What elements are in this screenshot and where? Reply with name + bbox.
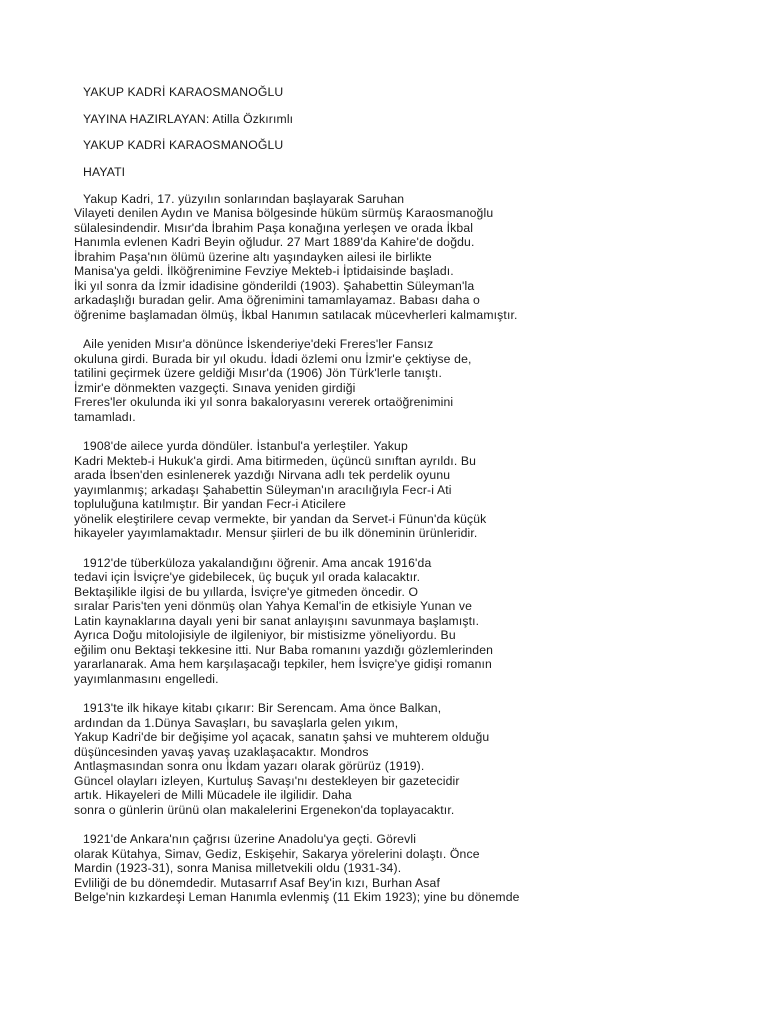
- author-heading: YAKUP KADRİ KARAOSMANOĞLU: [83, 138, 284, 153]
- text-line: Bektaşilikle ilgisi de bu yıllarda, İsviçre'ye gitmeden öncedir. O: [74, 584, 419, 599]
- text-line: İbrahim Paşa'nın ölümü üzerine altı yaşındayken ailesi ile birlikte: [74, 249, 432, 264]
- text-line: Evliliği de bu dönemdedir. Mutasarrıf Asaf Bey'in kızı, Burhan Asaf: [74, 875, 440, 890]
- text-line: yayımlanmış; arkadaşı Şahabettin Süleyman'ın aracılığıyla Fecr-i Ati: [74, 482, 452, 497]
- text-line: Yakup Kadri, 17. yüzyılın sonlarından başlayarak Saruhan: [83, 191, 405, 206]
- text-line: Vilayeti denilen Aydın ve Manisa bölgesinde hüküm sürmüş Karaosmanoğlu: [74, 206, 494, 221]
- text-line: tedavi için İsviçre'ye gidebilecek, üç buçuk yıl orada kalacaktır.: [74, 570, 421, 585]
- text-line: Kadri Mekteb-i Hukuk'a girdi. Ama bitirmeden, üçüncü sınıftan ayrıldı. Bu: [74, 453, 477, 468]
- text-line: yayımlanmasını engelledi.: [74, 671, 219, 686]
- text-line: arkadaşlığı buradan gelir. Ama öğrenimini tamamlayamaz. Babası daha o: [74, 293, 480, 308]
- text-line: Freres'ler okulunda iki yıl sonra bakaloryasını vererek ortaöğrenimini: [74, 395, 454, 410]
- text-line: Hanımla evlenen Kadri Beyin oğludur. 27 Mart 1889'da Kahire'de doğdu.: [74, 235, 475, 250]
- text-line: Ayrıca Doğu mitolojisiyle de ilgileniyor, bir mistisizme yöneliyordu. Bu: [74, 628, 456, 643]
- text-line: İzmir'e dönmekten vazgeçti. Sınava yeniden girdiği: [74, 380, 356, 395]
- editor-credit: YAYINA HAZIRLAYAN: Atilla Özkırımlı: [83, 111, 294, 126]
- text-line: Güncel olayları izleyen, Kurtuluş Savaşı'nı destekleyen bir gazetecidir: [74, 773, 460, 788]
- text-line: tatilini geçirmek üzere geldiği Mısır'da (1906) Jön Türk'lerle tanıştı.: [74, 366, 442, 381]
- document-body: [74, 85, 734, 920]
- text-line: öğrenime başlamadan ölmüş, İkbal Hanımın satılacak mücevherleri kalmamıştır.: [74, 307, 518, 322]
- text-line: arada İbsen'den esinlenerek yazdığı Nirvana adlı tek perdelik oyunu: [74, 468, 451, 483]
- text-line: yararlanarak. Ama hem karşılaşacağı tepkiler, hem İsviçre'ye gidişi romanın: [74, 657, 492, 672]
- paragraph: [74, 439, 734, 541]
- text-line: sülalesindendir. Mısır'da İbrahim Paşa konağına yerleşen ve orada İkbal: [74, 220, 474, 235]
- text-line: sıralar Paris'ten yeni dönmüş olan Yahya Kemal'in de etkisiyle Yunan ve: [74, 599, 473, 614]
- document-title: YAKUP KADRİ KARAOSMANOĞLU: [83, 85, 284, 99]
- text-line: 1913'te ilk hikaye kitabı çıkarır: Bir Serencam. Ama önce Balkan,: [83, 701, 442, 716]
- text-line: 1912'de tüberküloza yakalandığını öğrenir. Ama ancak 1916'da: [83, 555, 432, 570]
- paragraph: [74, 337, 734, 424]
- text-line: topluluğuna katılmıştır. Bir yandan Fecr-i Aticilere: [74, 497, 346, 512]
- text-line: okuluna girdi. Burada bir yıl okudu. İdadi özlemi onu İzmir'e çektiyse de,: [74, 351, 472, 366]
- text-line: eğilim onu Bektaşi tekkesine itti. Nur Baba romanını yazdığı gözlemlerinden: [74, 642, 494, 657]
- text-line: Antlaşmasından sonra onu İkdam yazarı olarak görürüz (1919).: [74, 759, 425, 774]
- text-line: düşüncesinden yavaş yavaş uzaklaşacaktır. Mondros: [74, 744, 369, 759]
- text-line: Manisa'ya geldi. İlköğrenimine Fevziye Mekteb-i İptidaisinde başladı.: [74, 264, 454, 279]
- text-line: ardından da 1.Dünya Savaşları, bu savaşlarla gelen yıkım,: [74, 715, 399, 730]
- text-line: 1908'de ailece yurda döndüler. İstanbul'a yerleştiler. Yakup: [83, 439, 408, 454]
- section-heading-hayati: HAYATI: [83, 165, 126, 180]
- text-line: yönelik eleştirilere cevap vermekte, bir yandan da Servet-i Fünun'da küçük: [74, 511, 487, 526]
- text-line: tamamladı.: [74, 409, 136, 424]
- paragraph: [74, 556, 734, 687]
- text-line: Yakup Kadri'de bir değişime yol açacak, sanatın şahsi ve muhterem olduğu: [74, 730, 490, 745]
- text-line: Mardin (1923-31), sonra Manisa milletvekili oldu (1931-34).: [74, 861, 402, 876]
- text-line: hikayeler yayımlamaktadır. Mensur şiirleri de bu ilk döneminin ürünleridir.: [74, 526, 478, 541]
- text-line: Aile yeniden Mısır'a dönünce İskenderiye'deki Freres'ler Fansız: [83, 337, 434, 352]
- paragraph: [74, 701, 734, 817]
- text-line: sonra o günlerin ürünü olan makalelerini Ergenekon'da toplayacaktır.: [74, 802, 455, 817]
- text-line: artık. Hikayeleri de Milli Mücadele ile ilgilidir. Daha: [74, 788, 352, 803]
- text-line: Belge'nin kızkardeşi Leman Hanımla evlenmiş (11 Ekim 1923); yine bu dönemde: [74, 890, 520, 905]
- text-line: olarak Kütahya, Simav, Gediz, Eskişehir, Sakarya yörelerini dolaştı. Önce: [74, 846, 480, 861]
- paragraph: [74, 832, 734, 905]
- text-line: İki yıl sonra da İzmir idadisine gönderildi (1903). Şahabettin Süleyman'la: [74, 278, 475, 293]
- text-line: 1921'de Ankara'nın çağrısı üzerine Anadolu'ya geçti. Görevli: [83, 832, 417, 847]
- paragraph: [74, 192, 734, 323]
- text-line: Latin kaynaklarına dayalı yeni bir sanat anlayışını savunmaya başlamıştı.: [74, 613, 480, 628]
